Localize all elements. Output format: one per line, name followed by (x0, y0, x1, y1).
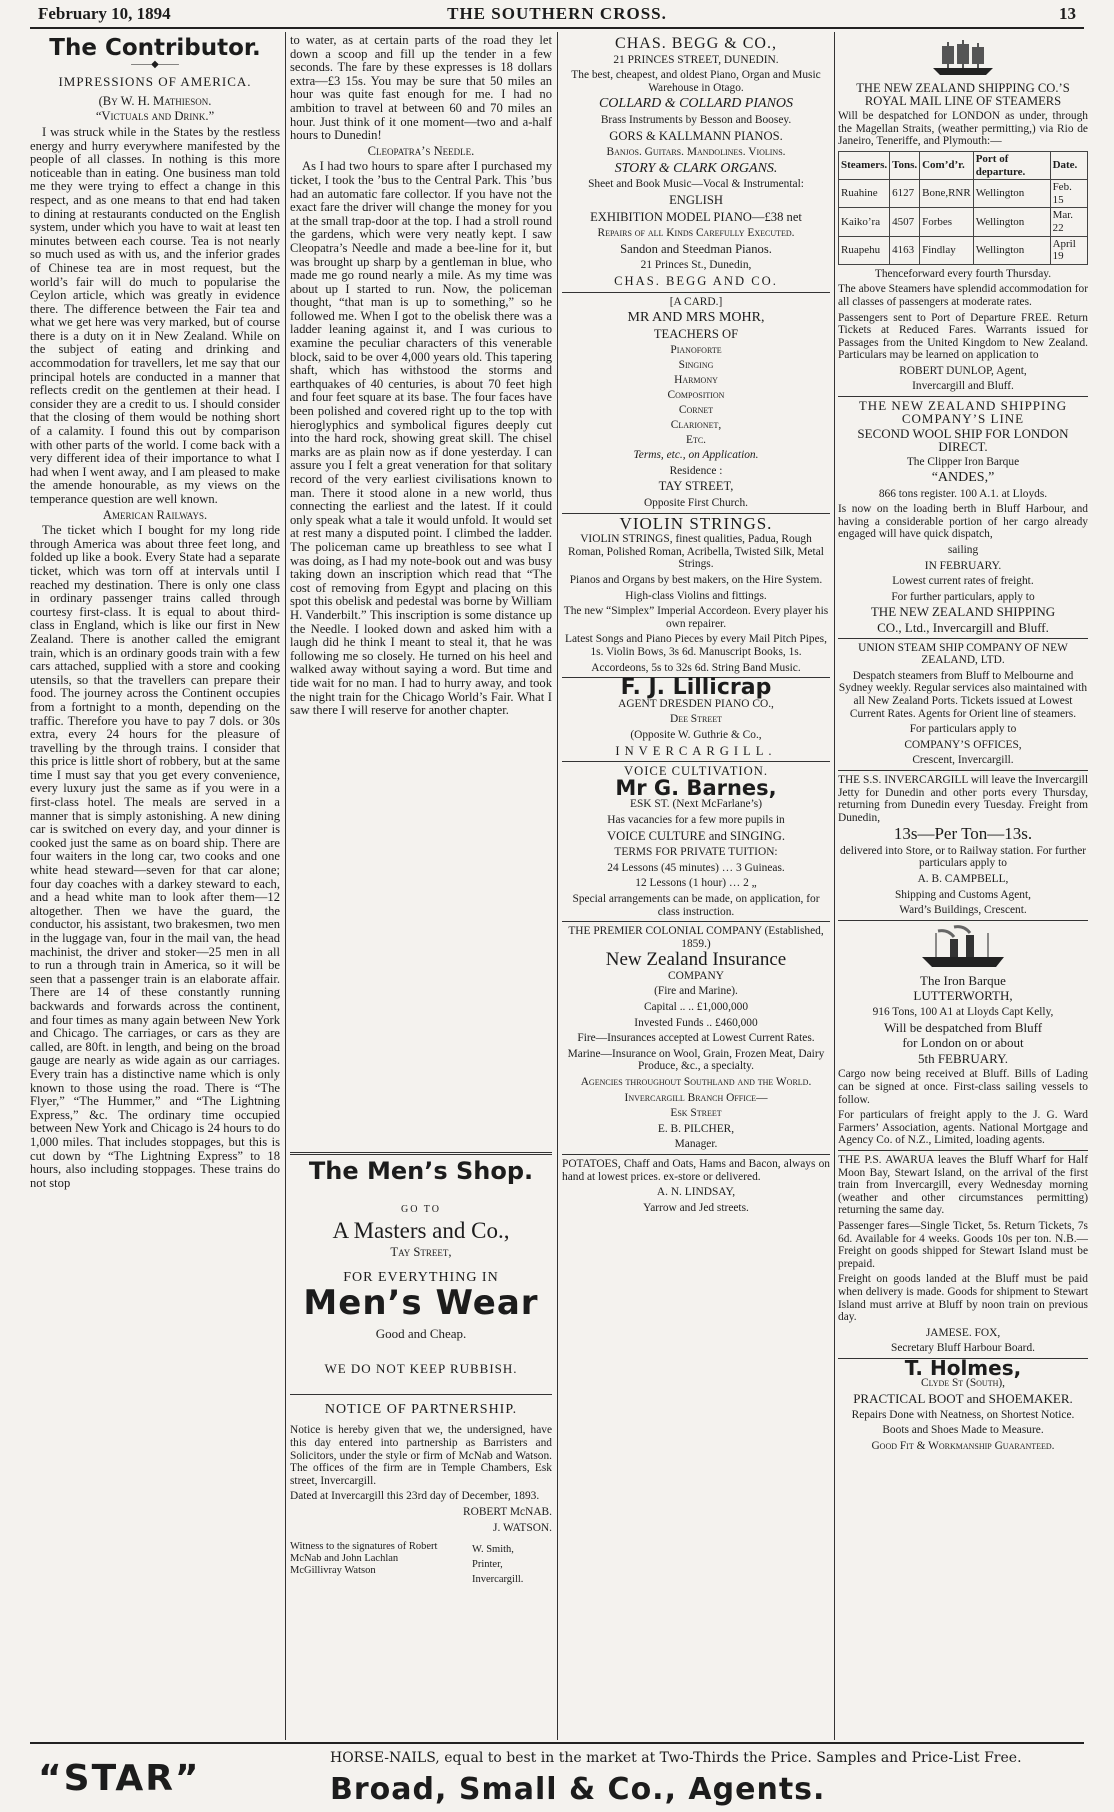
mohr-item: Harmony (674, 374, 718, 387)
lillicrap-name: F. J. Lillicrap (620, 675, 772, 701)
invercargill-role: Shipping and Customs Agent, (894, 888, 1032, 901)
table-header: Steamers. (839, 151, 890, 179)
ins-company: COMPANY (668, 969, 724, 982)
mohr-opp: Opposite First Church. (643, 497, 749, 510)
begg-story: STORY & CLARK ORGANS. (614, 160, 778, 176)
wool-further: For further particulars, apply to (891, 590, 1035, 603)
ins-invested: Invested Funds .. £460,000 (634, 1016, 758, 1029)
section-heading: Cleopatra’s Needle. (367, 143, 475, 158)
mohr-item: Cornet (678, 404, 714, 417)
divider (562, 292, 830, 293)
wool-tons: 866 tons register. 100 A.1. at Lloyds. (878, 487, 1048, 500)
wool-feb: IN FEBRUARY. (924, 559, 1002, 572)
footer-ad (30, 1742, 1084, 1808)
article-subtitle: IMPRESSIONS OF AMERICA. (58, 74, 252, 90)
potatoes-addr: Yarrow and Jed streets. (643, 1201, 749, 1214)
voice-addr: ESK ST. (Next McFarlane’s) (629, 798, 763, 811)
begg-sign: CHAS. BEGG AND CO. (614, 273, 778, 288)
ad-text: WE DO NOT KEEP RUBBISH. (324, 1361, 518, 1377)
invercargill-name: A. B. CAMPBELL, (917, 873, 1009, 886)
table-cell: Wellington (973, 180, 1050, 208)
nzship-intro: Will be despatched for LONDON as under, through the Magellan Straits, (weather permitting,) via Rio de Janeiro, Teneriffe, and Plymouth:— (838, 110, 1088, 148)
divider (290, 1152, 552, 1155)
union-office: COMPANY’S OFFICES, (904, 738, 1022, 751)
ad-text: GO TO (401, 1203, 441, 1215)
column-rule (834, 32, 835, 1740)
divider (838, 770, 1088, 771)
holmes-boots: Boots and Shoes Made to Measure. (882, 1424, 1044, 1437)
awarua-sec: Secretary Bluff Harbour Board. (890, 1342, 1036, 1355)
begg-title: CHAS. BEGG & CO., (615, 35, 777, 52)
ins-fm: (Fire and Marine). (654, 985, 738, 998)
wool-ltd: CO., Ltd., Invercargill and Bluff. (877, 619, 1049, 635)
table-cell: Bone,RNR (920, 180, 974, 208)
wool-andes: “ANDES,” (931, 470, 995, 486)
lillicrap-opp: (Opposite W. Guthrie & Co., (630, 728, 762, 741)
sailing-ship-icon (928, 38, 998, 78)
ad-title: The Men’s Shop. (308, 1157, 534, 1185)
notice-title: NOTICE OF PARTNERSHIP. (324, 1401, 518, 1417)
table-cell: Findlay (920, 236, 974, 264)
notice-witness-place: Invercargill. (472, 1574, 524, 1586)
ad-street: Tay Street, (390, 1244, 452, 1259)
lutter-date: 5th FEBRUARY. (917, 1050, 1009, 1066)
voice-spec: Special arrangements can be made, on application, for class instruction. (572, 892, 820, 918)
holmes-trade: PRACTICAL BOOT and SHOEMAKER. (853, 1391, 1073, 1407)
nzship-title: THE NEW ZEALAND SHIPPING CO.’S ROYAL MAIL LINE OF STEAMERS (856, 81, 1070, 108)
begg-addr2: 21 Princes St., Dunedin, (640, 259, 752, 272)
wool-co: THE NEW ZEALAND SHIPPING (870, 604, 1056, 620)
ad-headline: Men’s Wear (303, 1282, 539, 1323)
steamer-icon (918, 925, 1008, 971)
wool-second: SECOND WOOL SHIP FOR LONDON DIRECT. (857, 426, 1069, 454)
wool-sailing: sailing (947, 544, 979, 556)
voice-vac: Has vacancies for a few more pupils in (607, 813, 785, 826)
begg-repairs: Repairs of all Kinds Carefully Executed. (597, 227, 795, 240)
divider (838, 920, 1088, 921)
mohr-teachers: TEACHERS OF (653, 326, 739, 341)
notice-body: Notice is hereby given that we, the undersigned, have this day entered into partnership as Barristers and Solicitors, under the style or firm of McNab and Watson. The offices of the firm are in Temple Chambers, Esk street, Invercargill. (290, 1424, 552, 1487)
ins-agencies: Agencies throughout Southland and the World. (580, 1076, 812, 1089)
wool-clipper: The Clipper Iron Barque (906, 456, 1020, 469)
table-row (839, 180, 1088, 208)
ornament: ——◆—— (131, 58, 179, 70)
notice-witness-role: Printer, (472, 1559, 503, 1571)
footer-line: HORSE-NAILS, equal to best in the market at Two-Thirds the Price. Samples and Price-List Free. (330, 1750, 1022, 1766)
potatoes-body: POTATOES, Chaff and Oats, Hams and Bacon, always on hand at lowest prices. ex-store or delivered. (562, 1158, 830, 1183)
mohr-item: Composition (667, 389, 725, 402)
table-row (839, 236, 1088, 264)
begg-addr: 21 PRINCES STREET, DUNEDIN. (613, 53, 779, 66)
violin-songs: Latest Songs and Piano Pieces by every Mail Pitch Pipes, 1s. Violin Bows, 3s 6d. Manuscript Books, 1s. (565, 633, 827, 658)
lutter-desp: Will be despatched from Bluff (883, 1019, 1043, 1035)
begg-brass: Brass Instruments by Besson and Boosey. (600, 113, 792, 126)
violin-body: VIOLIN STRINGS, finest qualities, Padua, Rough Roman, Polished Roman, Acribella, Twisted Silk, Metal Strings. (568, 533, 824, 571)
wool-title: THE NEW ZEALAND SHIPPING COMPANY’S LINE (858, 398, 1068, 426)
ins-fire: Fire—Insurances accepted at Lowest Current Rates. (577, 1032, 815, 1045)
table-cell: Mar. 22 (1050, 208, 1087, 236)
column-4 (838, 34, 1088, 1740)
mohr-card: [A CARD.] (669, 295, 723, 308)
mohr-terms: Terms, etc., on Application. (633, 449, 759, 462)
mohr-item: Pianoforte (670, 344, 722, 357)
mohr-item: Clarionet, (670, 419, 722, 432)
table-cell: 4163 (890, 236, 920, 264)
byline: (By W. H. Mathieson. (98, 93, 212, 108)
column-rule (557, 32, 558, 1740)
divider (838, 1150, 1088, 1151)
wool-body: Is now on the loading berth in Bluff Harbour, and having a considerable portion of her cargo already engaged will have quick dispatch, (838, 503, 1088, 541)
table-cell: 4507 (890, 208, 920, 236)
voice-title: VOICE CULTIVATION. (624, 764, 768, 779)
notice-witness: Witness to the signatures of Robert McNab and John Lachlan McGillivray Watson (290, 1541, 438, 1577)
star-brand: “STAR” (38, 1758, 201, 1799)
notice-witness-name: W. Smith, (472, 1544, 514, 1556)
header-rule (30, 27, 1084, 29)
divider (562, 761, 830, 762)
violin-pianos: Pianos and Organs by best makers, on the Hire System. (569, 574, 823, 587)
invercargill-body: THE S.S. INVERCARGILL will leave the Invercargill Jetty for Dunedin and other ports every Thursday, returning from Dunedin every Tuesday. Freight from Dunedin, (838, 773, 1088, 824)
table-cell: Ruahine (839, 180, 890, 208)
ins-name: New Zealand Insurance (605, 949, 787, 971)
holmes-good: Good Fit & Workmanship Guaranteed. (871, 1439, 1055, 1452)
nzship-place: Invercargill and Bluff. (912, 380, 1014, 393)
table-header: Tons. (890, 151, 920, 179)
awarua-body: THE P.S. AWARUA leaves the Bluff Wharf for Half Moon Bay, Stewart Island, on the arrival of the first train from Invercargill, every Wednesday morning (weather and other circumstances permitting) returning the same day. (838, 1153, 1088, 1217)
violin-acc: Accordeons, 5s to 32s 6d. String Band Music. (591, 661, 801, 674)
mohr-item: Etc. (685, 434, 707, 447)
mohr-item: Singing (678, 359, 714, 372)
voice-name: Mr G. Barnes, (615, 775, 777, 800)
divider (838, 396, 1088, 397)
notice-dated: Dated at Invercargill this 23rd day of December, 1893. (290, 1490, 540, 1503)
ins-manager: Manager. (674, 1138, 718, 1151)
voice-terms: TERMS FOR PRIVATE TUITION: (614, 846, 778, 859)
sailing-table (838, 151, 1088, 265)
ins-branch: Invercargill Branch Office— (624, 1091, 768, 1104)
table-cell: Wellington (973, 208, 1050, 236)
lutter-parts: For particulars of freight apply to the J. G. Ward Farmers’ Association, agents. National Mortgage and Agency Co. of N.Z., Limited, loading agents. (838, 1109, 1088, 1147)
ad-text: Good and Cheap. (375, 1325, 467, 1341)
nzship-booked: Passengers sent to Port of Departure FREE. Return Tickets at Reduced Fares. Warrants issued for Passages from the United Kingdom to New Zealand. Particulars may be learned on application to (838, 311, 1088, 362)
section-heading: American Railways. (102, 507, 208, 522)
lutter-for: for London on or about (902, 1035, 1024, 1051)
table-cell: Feb. 15 (1050, 180, 1087, 208)
mens-shop-ad (290, 1152, 552, 1740)
violin-simplex: The new “Simplex” Imperial Accordeon. Every player his own repairer. (563, 605, 829, 630)
awarua-fares: Passenger fares—Single Ticket, 5s. Return Tickets, 7s 6d. Available for 4 weeks. Goods 10s per ton. N.B.—Freight on goods shipped for Stewart Island must be prepaid. (838, 1219, 1088, 1270)
page-number: 13 (1059, 4, 1076, 23)
nzship-above: The above Steamers have splendid accommodation for all classes of passengers at moderate rates. (838, 283, 1088, 308)
divider (290, 1394, 552, 1395)
begg-sheet: Sheet and Book Music—Vocal & Instrumental: (588, 178, 804, 191)
paragraph: As I had two hours to spare after I purchased my ticket, I took the ’bus to the Central Park. This ’bus had an automatic fare collector. If you have not the exact fare the driver will change the money for you at the small trap-door at the top. I had a stroll round the gardens, which were very neatly kept. I saw Cleopatra’s Needle and made a bee-line for it, but was brought up sharp by a gentleman in blue, who made me go round nearly a mile. As my time was about up I started to run. Now, the policeman thought, “that man is up to something,” so he followed me. When I got to the obelisk there was a ladder leaning against it, and I was curious to examine the peculiar characters of this venerable block, said to be over 4,000 years old. This tapering shaft, which has withstood the storms and earthquakes of 40 centuries, is about 70 feet high and four feet square at its base. The four faces have been polished and covered right up to the top with hieroglyphics and symbolical figures deeply cut into the hard rock, showing great skill. The chisel marks are as plain now as if done yesterday. I can assure you I felt a great veneration for that solitary record of the very earliest civilisations known to man. There it stood alone in a new world, thus connecting the earliest and the latest. If it could only speak what a tale it would unfold. It would set at rest many a disputed point. I climbed the ladder. The policeman came up breathless to see what I was doing, as I had my note-book out and was busy taking down an inscription which read that “The cost of removing from Egypt and placing on this spot this obelisk and pedestal was borne by William H. Vanderbilt.” This inscription is some distance up the Needle. I looked down and asked him with a laugh did he think I meant to steal it, that he was following me so closely. He turned on his heel and walked away without saying a word. But time and tide wait for no man. I had to hurry away, and took the night train for the Chicago World’s Fair. What I saw there I will reserve for another chapter. (290, 159, 552, 718)
paragraph: The ticket which I bought for my long ride through America was about three feet long, and folded up like a book. Every State had a separate ticket, which was torn off at intervals until I reached my destination. There is only one class in ordinary passenger trains called through courtesy first-class. It is equal to about third-class in England, which is like our first in New Zealand. There is another called the emigrant train, which is an ordinary goods train with a few cars attached, supplied with a store and cooking utensils, so that the travellers can prepare their food. The journey across the Continent occupies from a fortnight to a month, depending on the traffic. Therefore you have to pay 7 dols. or 30s extra, every 24 hours for the pleasure of travelling by the through trains. I consider that this price is little short of robbery, but at the same time I must say that you get every convenience, every luxury just the same as if you were in a first-class hotel. The meals are served in a manner that is simply astonishing. A new dining car is switched on every day, and your dinner is cooked just the same as on board ship. There are four waiters in the long car, two cooks and one white head steward—seven for that car alone; four day coaches with a darkey steward to each, and a head white man to look after them—12 altogether. Then we have the guard, the conductor, his assistant, two brakesmen, two men in the luggage van, four in the mail van, the head machinist, the driver and stoker—25 men in all to run a through train in America, so it will be seen that a passenger train is an elaborate affair. There are 14 of these constantly running backwards and forwards across the continent, and four times as many again between New York and Chicago. The carriages, or cars as they are called, are 80ft. in length, and being on the broad gauge are nearly as wide again as our carriages. Every train has a distinctive name which is only known to those using the road. There is “The Flyer,” “The Hummer,” and “The Lightning Express,” &c. The ordinary time occupied between New York and Chicago is 24 hours to do 1,000 miles. That includes stoppages, but this is cut down by “The Lightning Express” to 18 hours, also including stoppages. These trains do not stop (30, 523, 280, 1190)
begg-exhib: EXHIBITION MODEL PIANO—£38 net (590, 209, 802, 224)
union-cres: Crescent, Invercargill. (912, 754, 1014, 767)
paragraph: to water, as at certain parts of the road they let down a scoop and fill up the tender in a few seconds. The fare by these expresses is 18 dollars extra—£3 15s. You may be sure that 50 miles an hour was quite fast enough for me. I had no ambition to travel at between 60 and 70 miles an hour. Just think of it one moment—two and a-half hours to Dunedin! (290, 34, 552, 143)
table-cell: 6127 (890, 180, 920, 208)
potatoes-name: A. N. LINDSAY, (656, 1186, 736, 1199)
union-title: UNION STEAM SHIP COMPANY OF NEW ZEALAND, LTD. (858, 641, 1068, 667)
wool-lowest: Lowest current rates of freight. (892, 575, 1034, 588)
footer-agents: Broad, Small & Co., Agents. (330, 1772, 826, 1807)
lutter-name: LUTTERWORTH, (913, 988, 1013, 1004)
notice-signature: ROBERT McNAB. (463, 1505, 552, 1518)
table-row (839, 208, 1088, 236)
invercargill-place: Ward’s Buildings, Crescent. (899, 904, 1027, 917)
ins-capital: Capital .. .. £1,000,000 (643, 1001, 749, 1014)
nzship-then: Thenceforward every fourth Thursday. (874, 267, 1052, 280)
table-cell: Kaiko’ra (839, 208, 890, 236)
ins-pilcher: E. B. PILCHER, (657, 1122, 735, 1135)
invercargill-rate: 13s—Per Ton—13s. (893, 824, 1033, 844)
table-header: Date. (1050, 151, 1087, 179)
table-cell: Forbes (920, 208, 974, 236)
table-cell: April 19 (1050, 236, 1087, 264)
holmes-name: T. Holmes, (904, 1355, 1022, 1380)
ins-head: THE PREMIER COLONIAL COMPANY (Established, 1859.) (568, 925, 824, 950)
lillicrap-street: Dee Street (669, 713, 723, 726)
column-rule (285, 32, 286, 1740)
header-title: THE SOUTHERN CROSS. (447, 4, 667, 23)
awarua-sign: JAMESE. FOX, (925, 1326, 1001, 1339)
notice-signature: J. WATSON. (493, 1521, 552, 1534)
column-3 (562, 34, 830, 1740)
begg-collard: COLLARD & COLLARD PIANOS (598, 96, 794, 112)
table-cell: Ruapehu (839, 236, 890, 264)
begg-gors: GORS & KALLMANN PIANOS. (609, 128, 783, 143)
lillicrap-town: INVERCARGILL. (615, 743, 777, 758)
begg-line: The best, cheapest, and oldest Piano, Organ and Music Warehouse in Otago. (571, 69, 821, 94)
mohr-res: Residence : (669, 464, 723, 477)
divider (562, 1154, 830, 1155)
table-cell: Wellington (973, 236, 1050, 264)
divider (562, 921, 830, 922)
header-date: February 10, 1894 (38, 4, 171, 23)
ins-marine: Marine—Insurance on Wool, Grain, Frozen Meat, Dairy Produce, &c., a specialty. (567, 1047, 825, 1073)
page-header (38, 4, 1076, 26)
column-1 (30, 34, 280, 1740)
section-heading: “Victuals and Drink.” (95, 109, 215, 124)
holmes-repairs: Repairs Done with Neatness, on Shortest Notice. (851, 1408, 1075, 1421)
lutter-tons: 916 Tons, 100 A1 at Lloyds Capt Kelly, (872, 1006, 1054, 1019)
holmes-addr: Clyde St (South), (920, 1377, 1006, 1390)
voice-rate: 12 Lessons (1 hour) … 2 „ (635, 877, 757, 890)
mohr-name: MR AND MRS MOHR, (627, 310, 765, 326)
column-2 (290, 34, 552, 1144)
lutter-cargo: Cargo now being received at Bluff. Bills of Lading can be signed at once. First-class sailing vessels to follow. (838, 1068, 1088, 1106)
union-body: Despatch steamers from Bluff to Melbourne and Sydney weekly. Regular services also maintained with all New Zealand Ports. Tickets issued at Lowest Current Rates. Agents for Orient line of steamers. (838, 669, 1088, 720)
begg-banjos: Banjos. Guitars. Mandolines. Violins. (606, 146, 786, 159)
nzship-agent: ROBERT DUNLOP, Agent, (899, 364, 1027, 377)
lillicrap-agent: AGENT DRESDEN PIANO CO., (618, 697, 774, 710)
ad-firm: A Masters and Co., (332, 1218, 510, 1244)
table-header: Port of departure. (973, 151, 1050, 179)
divider (838, 638, 1088, 639)
union-for: For particulars apply to (909, 723, 1017, 736)
voice-rate: 24 Lessons (45 minutes) … 3 Guineas. (607, 861, 785, 874)
paragraph: I was struck while in the States by the restless energy and hurry everywhere manifested by the people of all classes. In nothing is this more noticeable than in eating. One business man told me they were trying to effect a change in this respect, and as one means to that end had taken to dining at restaurants conducted on the English system, under which you have to wait at least ten minutes between each course. Tea is not nearly so much used as with us, and the inferior grades of Chinese tea are in most request, but the world’s fair will do much to popularise the Ceylon article, which was greatly in evidence there. The difference between the Fair tea and what we get here was very marked, but of course there is a duty on it in New Zealand. While on the subject of eating and drinking and accommodation for travellers, let me say that our principal hotels are conducted in a manner that reflects credit on the gentlemen at their head. I consider they are a credit to us. I should consider that the closing of them would be nothing short of a calamity. I found this out by comparison with other parts of the world. I come back with a very different idea of their importance to what I had when I went away, and I am pleased to make the amende honourable, as my views on the temperance question are well known. (30, 124, 280, 506)
begg-sandon: Sandon and Steedman Pianos. (620, 241, 772, 256)
ad-text: FOR EVERYTHING IN (343, 1270, 499, 1286)
mohr-street: TAY STREET, (658, 479, 734, 494)
lutter-barque: The Iron Barque (920, 972, 1006, 988)
article-title: The Contributor. (49, 35, 261, 61)
awarua-freight: Freight on goods landed at the Bluff must be paid when delivery is made. Goods for shipment to Stewart Island must arrive at Bluff by noon train on previous day. (838, 1273, 1088, 1324)
violin-title: VIOLIN STRINGS. (619, 513, 773, 533)
voice-vc: VOICE CULTURE and SINGING. (607, 828, 785, 843)
violin-high: High-class Violins and fittings. (625, 589, 767, 602)
begg-english: ENGLISH (669, 192, 723, 207)
mohr-list (562, 344, 830, 446)
ins-esk: Esk Street (670, 1107, 722, 1120)
invercargill-deliv: delivered into Store, or to Railway station. For further particulars apply to (839, 844, 1087, 870)
table-header: Com’d’r. (920, 151, 974, 179)
